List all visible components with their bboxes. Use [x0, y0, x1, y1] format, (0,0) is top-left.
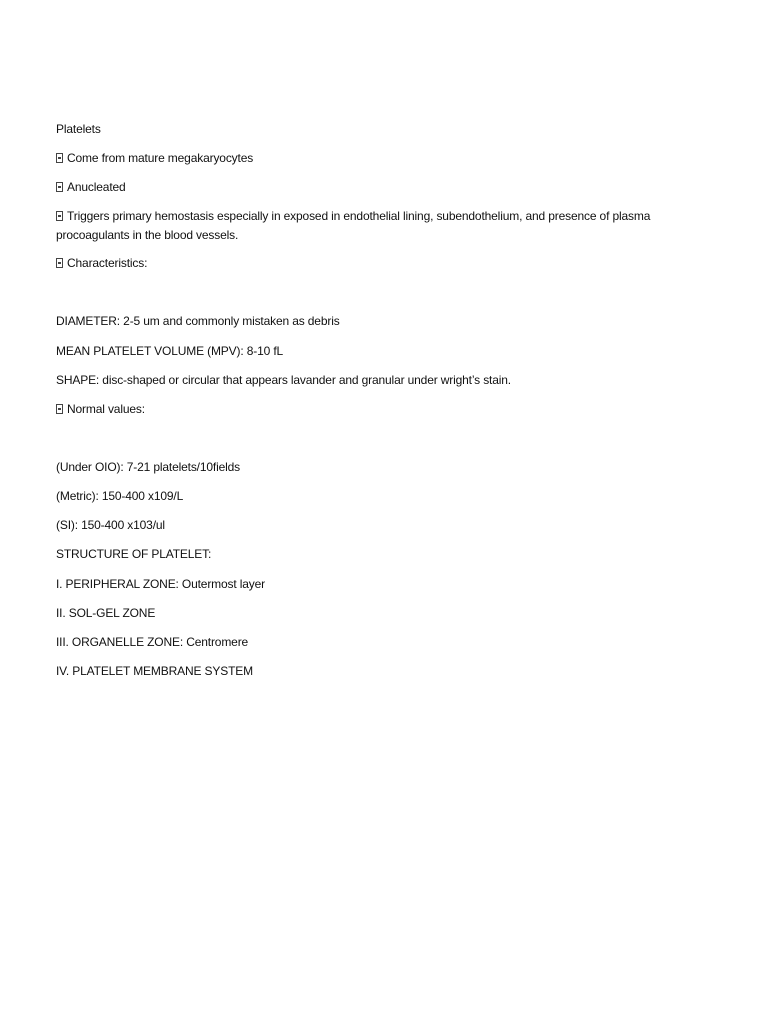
structure-zone: I. PERIPHERAL ZONE: Outermost layer [56, 577, 266, 591]
characteristic-shape: SHAPE: disc-shaped or circular that appears lavander and granular under wright’s stain. [56, 373, 511, 387]
structure-zone: III. ORGANELLE ZONE: Centromere [56, 635, 249, 649]
document-title: Platelets [56, 122, 101, 136]
characteristic-mpv: MEAN PLATELET VOLUME (MPV): 8-10 fL [56, 344, 284, 358]
bullet-text: Normal values: [67, 402, 145, 416]
missing-glyph-box-icon [56, 182, 63, 192]
structure-zone: II. SOL-GEL ZONE [56, 606, 156, 620]
bullet-item [56, 400, 716, 419]
bullet-text: Anucleated [67, 180, 126, 194]
missing-glyph-box-icon [56, 153, 63, 163]
structure-heading: STRUCTURE OF PLATELET: [56, 547, 212, 561]
missing-glyph-box-icon [56, 258, 63, 268]
bullet-text: Triggers primary hemostasis especially in exposed in endothelial lining, subendothelium, and presence of plasma procoagulants in the blood vessels. [56, 209, 651, 242]
missing-glyph-box-icon [56, 404, 63, 414]
structure-zone: IV. PLATELET MEMBRANE SYSTEM [56, 664, 253, 678]
normal-value-si: (SI): 150-400 x103/ul [56, 518, 165, 532]
bullet-text: Characteristics: [67, 256, 148, 270]
bullet-item [56, 254, 716, 273]
bullet-item [56, 207, 716, 245]
bullet-item [56, 149, 716, 168]
normal-value-metric: (Metric): 150-400 x109/L [56, 489, 184, 503]
normal-value-oio: (Under OIO): 7-21 platelets/10fields [56, 460, 241, 474]
bullet-text: Come from mature megakaryocytes [67, 151, 254, 165]
bullet-item [56, 178, 716, 197]
missing-glyph-box-icon [56, 211, 63, 221]
characteristic-diameter: DIAMETER: 2-5 um and commonly mistaken as debris [56, 314, 340, 328]
